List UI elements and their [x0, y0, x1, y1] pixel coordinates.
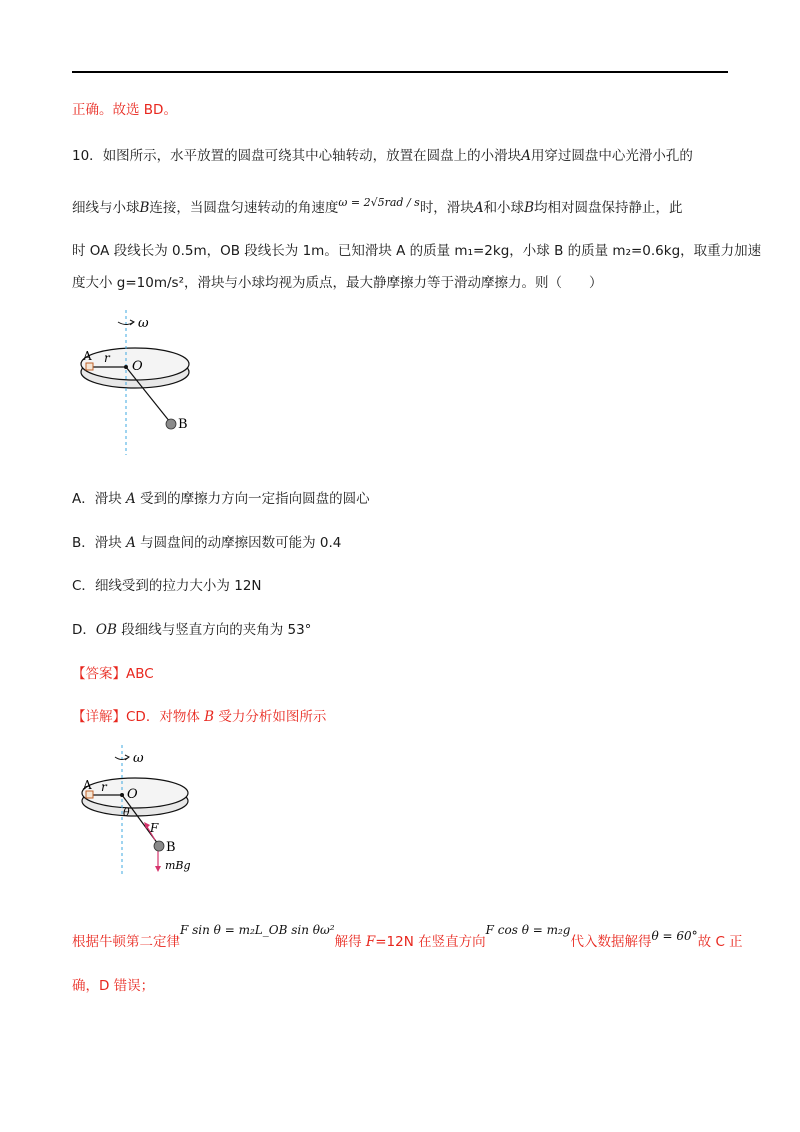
previous-conclusion: 正确。故选 BD。	[72, 102, 177, 118]
answer-label: 【答案】ABC	[72, 666, 154, 682]
label-r: r	[101, 780, 107, 794]
label-theta: θ	[123, 806, 130, 819]
label-mbg: mBg	[165, 859, 191, 872]
option-c[interactable]: C．细线受到的拉力大小为 12N	[72, 578, 262, 594]
ball-b	[154, 841, 164, 851]
label-omega: ω	[138, 316, 149, 331]
detail-line: 【详解】CD．对物体 B 受力分析如图所示	[72, 709, 327, 725]
gravity-arrowhead	[155, 866, 161, 872]
question-line-4: 度大小 g=10m/s²，滑块与小球均视为质点，最大静摩擦力等于滑动摩擦力。则（ ）	[72, 275, 603, 291]
equation-1: F sin θ = m₂L_OB sin θω²	[180, 923, 335, 937]
label-b: B	[166, 840, 176, 855]
ball-b	[166, 419, 176, 429]
omega-equation: ω = 2√5rad / s	[338, 196, 420, 209]
question-line-2: 细线与小球B连接，当圆盘匀速转动的角速度$^{\omega = 2√5rad / s}$时，滑块A和小球B均相对圆盘保持静止，此	[72, 196, 683, 216]
label-a: A	[83, 349, 92, 363]
figure-disk-2	[70, 745, 200, 880]
option-b[interactable]: B．滑块 A 与圆盘间的动摩擦因数可能为 0.4	[72, 535, 342, 551]
figure-disk-1	[70, 310, 200, 460]
slider-a	[86, 791, 93, 798]
question-number: 10．	[72, 148, 103, 164]
label-b: B	[178, 417, 188, 432]
label-o: O	[132, 359, 143, 374]
header-rule	[72, 71, 728, 73]
option-d[interactable]: D．OB 段细线与竖直方向的夹角为 53°	[72, 622, 312, 638]
question-line-3: 时 OA 段线长为 0.5m，OB 段线长为 1m。已知滑块 A 的质量 m₁=2kg，小球 B 的质量 m₂=0.6kg，取重力加速	[72, 243, 762, 259]
solution-line-2: 确，D 错误；	[72, 978, 155, 994]
option-a[interactable]: A．滑块 A 受到的摩擦力方向一定指向圆盘的圆心	[72, 491, 370, 507]
label-o: O	[127, 787, 138, 802]
equation-3: θ = 60°	[651, 929, 698, 943]
label-a: A	[83, 778, 92, 792]
question-line-1: 10．如图所示，水平放置的圆盘可绕其中心轴转动，放置在圆盘上的小滑块A用穿过圆盘中心光滑小孔的	[72, 148, 693, 164]
label-f: F	[150, 821, 159, 835]
label-r: r	[104, 351, 110, 365]
equation-2: F cos θ = m₂g	[485, 923, 571, 937]
label-omega: ω	[133, 751, 144, 766]
solution-line-1: 根据牛顿第二定律F sin θ = m₂L_OB sin θω²解得 F=12N 在竖直方向F cos θ = m₂g代入数据解得θ = 60°故 C 正	[72, 923, 743, 950]
slider-a	[86, 363, 93, 370]
